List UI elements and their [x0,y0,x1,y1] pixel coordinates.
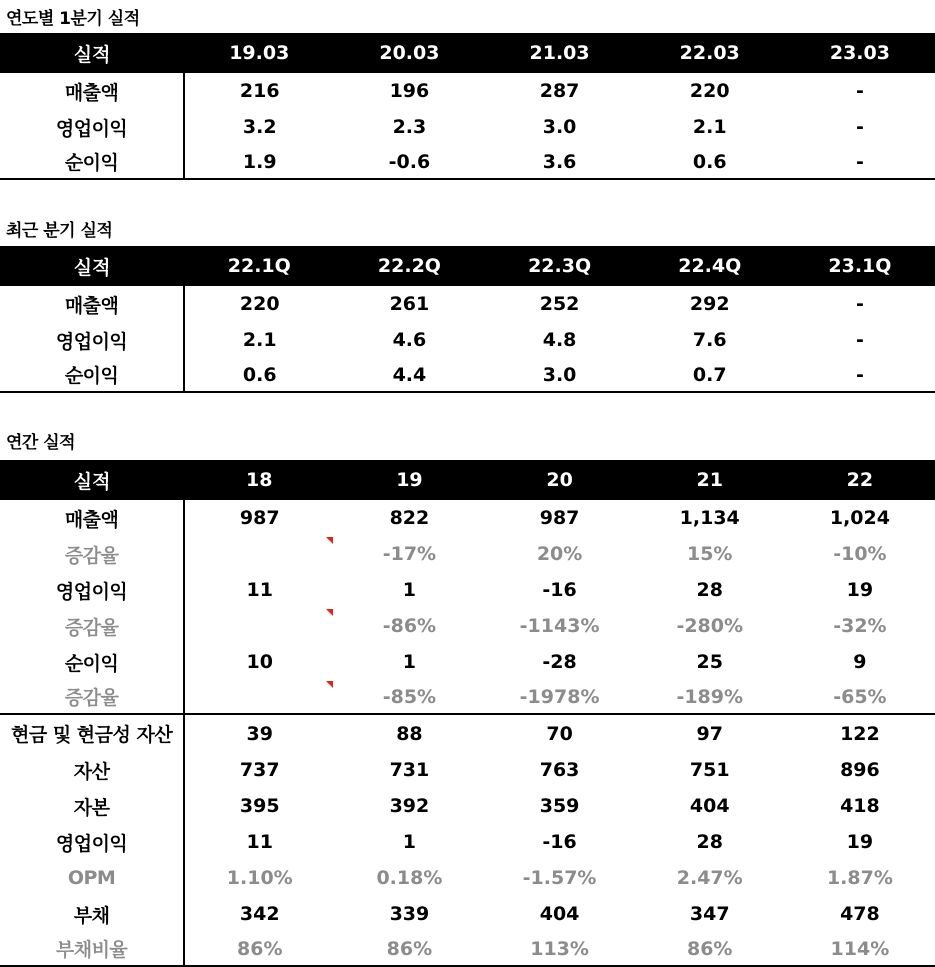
value-cell: -1.57% [522,867,597,889]
value-cell: 418 [840,795,880,817]
value-cell: 2.47% [676,867,743,889]
table-header-row [0,33,935,73]
value-cell: 737 [239,759,280,781]
value-cell: 15% [686,543,733,565]
header-cell: 21 [635,460,785,500]
value-cell: -280% [676,615,744,637]
value-cell: 261 [389,293,430,315]
row-label: 증감율 [0,608,184,644]
row-label: 증감율 [0,536,184,572]
value-cell: 342 [239,903,280,925]
table-row [0,644,935,680]
table-row-growth [0,680,935,714]
row-label: 부채비율 [0,932,184,966]
value-cell: 1,134 [679,507,740,529]
value-cell: 4.8 [542,329,577,351]
section-title-annual: 연간 실적 [6,433,76,453]
q1-by-year-table [0,33,935,180]
value-cell: 25 [696,651,723,673]
value-cell: 987 [539,507,580,529]
value-cell: 987 [239,507,280,529]
value-cell: - [785,358,935,392]
value-cell: 1 [402,651,417,673]
table-row-ratio [0,860,935,896]
value-cell: 114% [785,932,935,966]
value-cell: 287 [539,80,580,102]
header-cell: 22.1Q [184,246,334,286]
value-cell: -28 [542,651,577,673]
value-cell: -1143% [519,615,600,637]
value-cell: 292 [689,293,730,315]
value-cell: 20% [536,543,583,565]
value-cell: 1 [402,831,417,853]
row-label: 매출액 [0,286,184,322]
table-row [0,752,935,788]
value-cell: 10 [246,651,273,673]
row-label: 영업이익 [0,109,184,145]
row-label: 매출액 [0,500,184,536]
value-cell: 0.6 [184,358,334,392]
value-cell: 0.7 [635,358,785,392]
comment-flag-icon [326,537,333,544]
row-label: 매출액 [0,73,184,109]
value-cell: 39 [184,714,334,752]
row-label: 자본 [0,788,184,824]
value-cell: 86% [334,932,484,966]
header-cell: 실적 [0,460,184,500]
value-cell: 395 [239,795,280,817]
value-cell: 28 [696,831,723,853]
value-cell: 4.4 [334,358,484,392]
value-cell [184,536,334,572]
row-label: 부채 [0,896,184,932]
value-cell [184,608,334,644]
value-cell: 339 [389,903,430,925]
value-cell: 1.87% [826,867,893,889]
value-cell: 3.0 [485,358,635,392]
value-cell: 359 [539,795,580,817]
value-cell: 19 [846,831,874,853]
value-cell: 3.0 [542,116,577,138]
value-cell: 822 [389,507,430,529]
value-cell: - [855,80,864,102]
table-row [0,322,935,358]
header-cell: 22.4Q [635,246,785,286]
row-label: 순이익 [0,358,184,392]
header-cell: 22.03 [635,33,785,73]
section-title-q1-by-year: 연도별 1분기 실적 [6,9,140,29]
row-label: 자산 [0,752,184,788]
header-cell: 18 [184,460,334,500]
value-cell: -32% [833,615,887,637]
value-cell: 404 [539,903,580,925]
value-cell: 404 [689,795,730,817]
value-cell: 1.10% [226,867,293,889]
table-row [0,145,935,179]
value-cell: -16 [542,579,577,601]
value-cell: 347 [689,903,730,925]
value-cell: -86% [382,615,437,637]
table-row [0,896,935,932]
value-cell: -1978% [519,685,600,708]
header-cell: 21.03 [485,33,635,73]
table-row [0,788,935,824]
value-cell [184,680,334,714]
header-cell: 실적 [0,246,184,286]
value-cell: 7.6 [692,329,727,351]
value-cell: 4.6 [392,329,427,351]
row-label: 현금 및 현금성 자산 [0,714,184,752]
table-row [0,358,935,392]
header-cell: 23.1Q [785,246,935,286]
value-cell: 19 [846,579,874,601]
table-row [0,500,935,536]
table-row [0,824,935,860]
value-cell: 3.2 [242,116,277,138]
table-header-row [0,246,935,286]
value-cell: - [785,145,935,179]
row-label: 순이익 [0,145,184,179]
value-cell: 763 [539,759,580,781]
table-row-growth [0,608,935,644]
value-cell: 220 [239,293,280,315]
table-header-row [0,460,935,500]
value-cell: -17% [382,543,437,565]
header-cell: 실적 [0,33,184,73]
value-cell: 0.6 [635,145,785,179]
value-cell: 3.6 [485,145,635,179]
value-cell: 2.1 [692,116,727,138]
value-cell: 196 [389,80,430,102]
comment-flag-icon [326,609,333,616]
row-label: 순이익 [0,644,184,680]
value-cell: 11 [246,579,273,601]
value-cell: 2.3 [392,116,427,138]
header-cell: 22 [785,460,935,500]
header-cell: 22.2Q [334,246,484,286]
value-cell: 731 [389,759,430,781]
value-cell: 216 [239,80,280,102]
value-cell: 9 [853,651,867,673]
value-cell: -0.6 [334,145,484,179]
value-cell: -65% [833,685,887,708]
value-cell: 1.9 [184,145,334,179]
comment-flag-icon [326,681,333,688]
value-cell: 122 [785,714,935,752]
table-row [0,286,935,322]
value-cell: 86% [184,932,334,966]
row-label: 증감율 [0,680,184,714]
value-cell: 392 [389,795,430,817]
row-label: OPM [0,860,184,896]
table-row-growth [0,536,935,572]
value-cell: - [855,293,864,315]
header-cell: 19 [334,460,484,500]
value-cell: -85% [382,685,437,708]
value-cell: 751 [689,759,730,781]
value-cell: 0.18% [376,867,443,889]
table-row [0,714,935,752]
row-label: 영업이익 [0,572,184,608]
value-cell: -16 [542,831,577,853]
value-cell: 896 [840,759,880,781]
row-label: 영업이익 [0,322,184,358]
table-row-ratio [0,932,935,966]
value-cell: 2.1 [242,329,277,351]
value-cell: -10% [833,543,887,565]
header-cell: 20.03 [334,33,484,73]
value-cell: 1 [402,579,417,601]
header-cell: 20 [485,460,635,500]
table-row [0,109,935,145]
value-cell: 478 [840,903,880,925]
recent-quarters-table [0,246,935,393]
table-row [0,73,935,109]
value-cell: 11 [246,831,273,853]
value-cell: 113% [485,932,635,966]
value-cell: 28 [696,579,723,601]
section-title-recent-quarters: 최근 분기 실적 [6,221,113,241]
value-cell: 220 [689,80,730,102]
value-cell: 1,024 [829,507,890,529]
header-cell: 22.3Q [485,246,635,286]
value-cell: - [855,116,864,138]
value-cell: 97 [635,714,785,752]
table-row [0,572,935,608]
row-label: 영업이익 [0,824,184,860]
value-cell: -189% [676,685,744,708]
value-cell: 86% [635,932,785,966]
value-cell: 70 [485,714,635,752]
value-cell: 252 [539,293,580,315]
annual-table [0,460,935,967]
value-cell: - [855,329,864,351]
value-cell: 88 [334,714,484,752]
header-cell: 19.03 [184,33,334,73]
header-cell: 23.03 [785,33,935,73]
